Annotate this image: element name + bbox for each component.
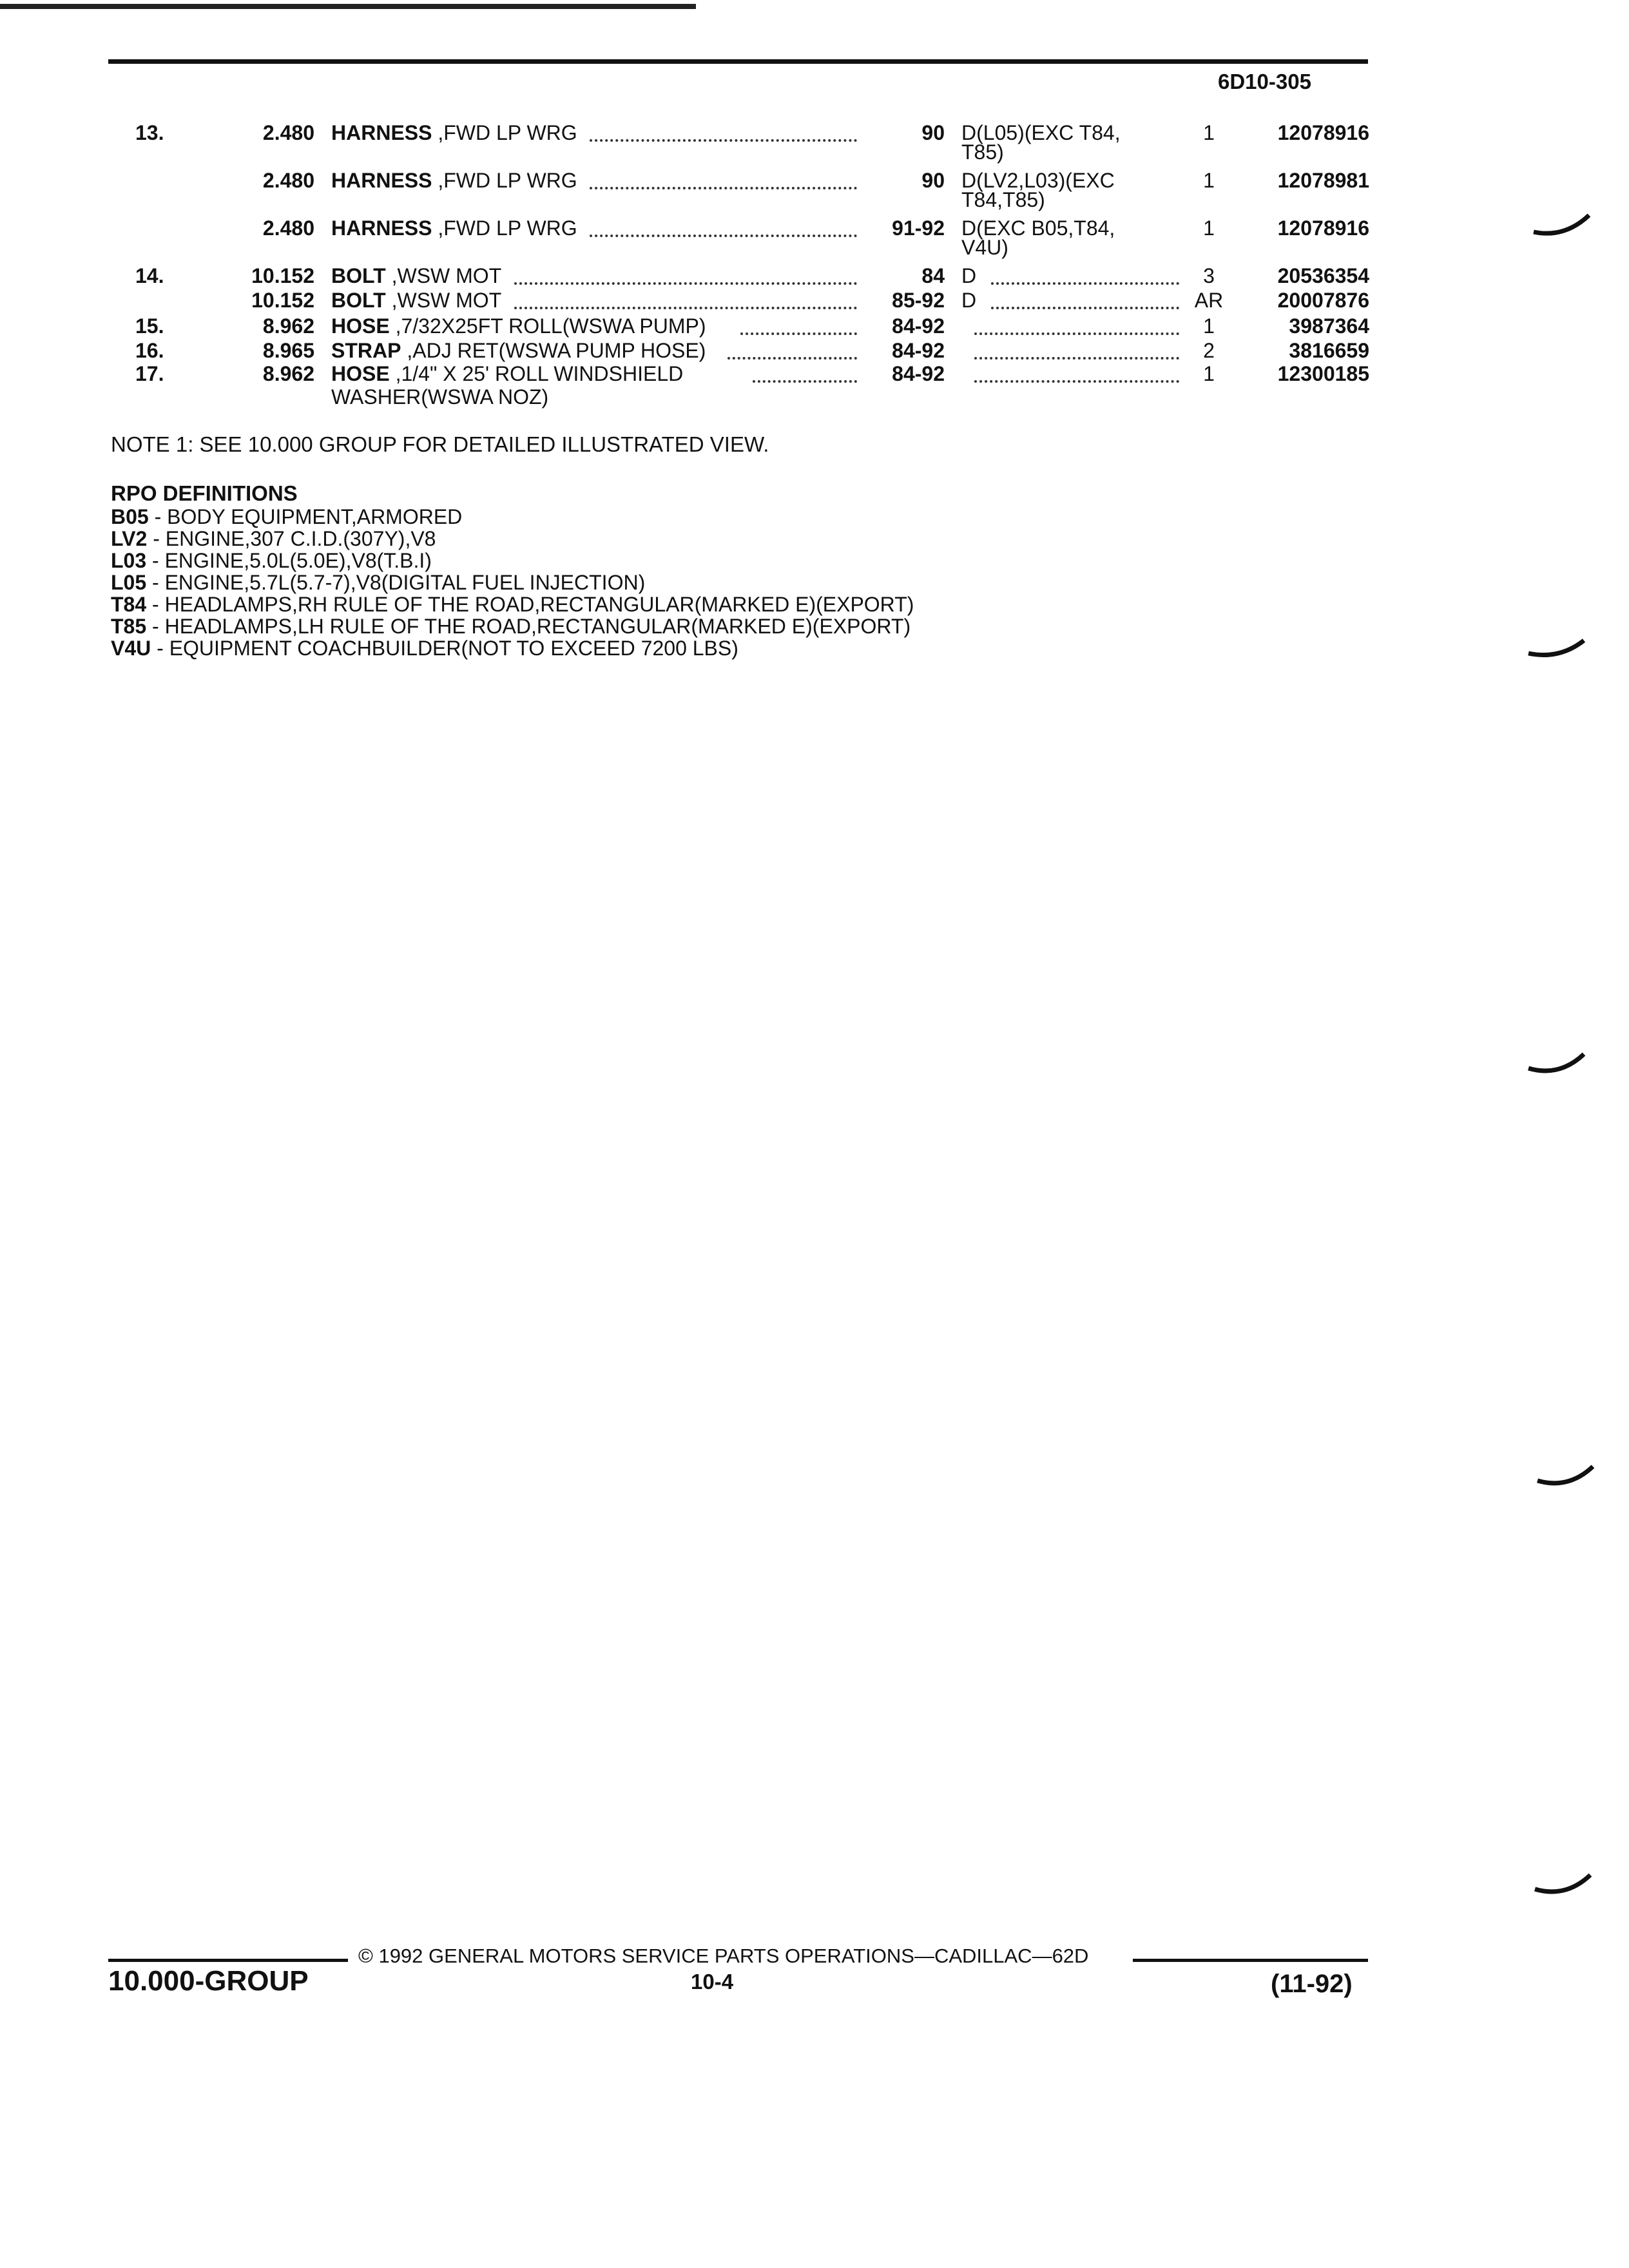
rpo-description: - HEADLAMPS,RH RULE OF THE ROAD,RECTANGULAR(MARKED E)(EXPORT) bbox=[146, 593, 914, 616]
part-number: 3987364 bbox=[1289, 314, 1369, 338]
series-usage: D(LV2,L03)(EXC bbox=[961, 169, 1115, 192]
part-detail: ,FWD LP WRG bbox=[432, 121, 577, 144]
model-years: 85-92 bbox=[892, 289, 945, 312]
model-years: 84 bbox=[921, 264, 945, 287]
series-usage-continued: V4U) bbox=[961, 236, 1008, 259]
footer-page-number: 10-4 bbox=[691, 1970, 734, 1994]
part-detail: ,7/32X25FT ROLL(WSWA PUMP) bbox=[389, 314, 706, 338]
footer-rule-right bbox=[1133, 1959, 1368, 1962]
part-detail: ,FWD LP WRG bbox=[432, 216, 577, 240]
part-number: 20007876 bbox=[1277, 289, 1369, 312]
rpo-code: V4U bbox=[111, 637, 151, 660]
part-detail: ,WSW MOT bbox=[385, 264, 502, 287]
quantity: 1 bbox=[1203, 216, 1215, 240]
part-name: HARNESS bbox=[331, 169, 432, 192]
rpo-description: - BODY EQUIPMENT,ARMORED bbox=[148, 505, 463, 528]
part-detail: ,WSW MOT bbox=[385, 289, 502, 312]
part-number: 3816659 bbox=[1289, 339, 1369, 362]
series-usage: D bbox=[961, 264, 977, 287]
model-years: 84-92 bbox=[892, 339, 945, 362]
model-years: 84-92 bbox=[892, 362, 945, 385]
group-number: 10.152 bbox=[251, 289, 314, 312]
series-usage-continued: T85) bbox=[961, 140, 1004, 164]
rpo-description: - ENGINE,5.0L(5.0E),V8(T.B.I) bbox=[146, 549, 432, 572]
dot-leader bbox=[590, 137, 858, 142]
dot-leader bbox=[514, 304, 858, 309]
rpo-definition bbox=[111, 528, 436, 550]
item-number: 13. bbox=[135, 121, 164, 144]
part-description bbox=[331, 339, 706, 362]
rpo-code: L03 bbox=[111, 549, 147, 572]
rpo-code: T85 bbox=[111, 615, 147, 638]
part-number: 12078916 bbox=[1277, 216, 1369, 240]
rpo-definition bbox=[111, 615, 911, 637]
part-name: HOSE bbox=[331, 362, 390, 385]
group-number: 8.962 bbox=[262, 314, 314, 338]
rpo-description: - HEADLAMPS,LH RULE OF THE ROAD,RECTANGULAR(MARKED E)(EXPORT) bbox=[146, 615, 911, 638]
binder-clip-mark bbox=[1527, 638, 1585, 664]
quantity: 3 bbox=[1203, 264, 1215, 287]
binder-clip-mark bbox=[1532, 213, 1590, 238]
dot-leader bbox=[590, 184, 858, 189]
rpo-definition bbox=[111, 593, 914, 615]
rpo-title: RPO DEFINITIONS bbox=[111, 481, 298, 505]
part-name: HOSE bbox=[331, 314, 390, 338]
series-usage: D bbox=[961, 289, 977, 312]
part-description bbox=[331, 216, 577, 240]
part-number: 20536354 bbox=[1277, 264, 1369, 287]
part-name: BOLT bbox=[331, 264, 386, 287]
group-number: 2.480 bbox=[262, 169, 314, 192]
rpo-description: - EQUIPMENT COACHBUILDER(NOT TO EXCEED 7200 LBS) bbox=[151, 637, 738, 660]
item-number: 14. bbox=[135, 264, 164, 287]
part-detail: ,FWD LP WRG bbox=[432, 169, 577, 192]
footer-date: (11-92) bbox=[1271, 1970, 1353, 1998]
group-number: 10.152 bbox=[251, 264, 314, 287]
group-number: 8.962 bbox=[262, 362, 314, 385]
rpo-description: - ENGINE,5.7L(5.7-7),V8(DIGITAL FUEL INJECTION) bbox=[146, 571, 646, 594]
binder-clip-mark bbox=[1527, 1052, 1585, 1077]
quantity: 1 bbox=[1203, 362, 1215, 385]
rpo-code: T84 bbox=[111, 593, 147, 616]
rpo-definition bbox=[111, 506, 462, 528]
part-name: BOLT bbox=[331, 289, 386, 312]
part-description bbox=[331, 264, 501, 287]
item-number: 16. bbox=[135, 339, 164, 362]
model-years: 90 bbox=[921, 169, 945, 192]
binder-clip-mark bbox=[1536, 1464, 1594, 1490]
rpo-description: - ENGINE,307 C.I.D.(307Y),V8 bbox=[147, 527, 436, 550]
part-name: HARNESS bbox=[331, 216, 432, 240]
footer-rule-left bbox=[108, 1959, 348, 1962]
dot-leader bbox=[974, 330, 1179, 335]
group-number: 2.480 bbox=[262, 121, 314, 144]
part-number: 12078916 bbox=[1277, 121, 1369, 144]
series-usage: D(L05)(EXC T84, bbox=[961, 121, 1121, 144]
group-number: 8.965 bbox=[262, 339, 314, 362]
part-description-continued: WASHER(WSWA NOZ) bbox=[331, 385, 549, 408]
header-rule bbox=[108, 59, 1368, 64]
part-detail: ,1/4" X 25' ROLL WINDSHIELD bbox=[389, 362, 684, 385]
series-usage: D(EXC B05,T84, bbox=[961, 216, 1115, 240]
page-ref: 6D10-305 bbox=[1218, 70, 1311, 93]
binder-clip-mark bbox=[1534, 1872, 1592, 1898]
rpo-code: B05 bbox=[111, 505, 149, 528]
dot-leader bbox=[991, 304, 1179, 309]
quantity: AR bbox=[1194, 289, 1224, 312]
part-detail: ,ADJ RET(WSWA PUMP HOSE) bbox=[401, 339, 706, 362]
rpo-definition bbox=[111, 572, 645, 593]
model-years: 84-92 bbox=[892, 314, 945, 338]
dot-leader bbox=[590, 232, 858, 237]
rpo-code: LV2 bbox=[111, 527, 148, 550]
part-description bbox=[331, 121, 577, 144]
item-number: 15. bbox=[135, 314, 164, 338]
part-name: STRAP bbox=[331, 339, 401, 362]
dot-leader bbox=[974, 354, 1179, 360]
part-number: 12078981 bbox=[1277, 169, 1369, 192]
part-description bbox=[331, 314, 706, 338]
part-description bbox=[331, 289, 501, 312]
quantity: 1 bbox=[1203, 121, 1215, 144]
quantity: 2 bbox=[1203, 339, 1215, 362]
rpo-code: L05 bbox=[111, 571, 147, 594]
model-years: 91-92 bbox=[892, 216, 945, 240]
group-number: 2.480 bbox=[262, 216, 314, 240]
rpo-definition bbox=[111, 637, 738, 659]
part-description bbox=[331, 169, 577, 192]
item-number: 17. bbox=[135, 362, 164, 385]
note-text: NOTE 1: SEE 10.000 GROUP FOR DETAILED ILLUSTRATED VIEW. bbox=[111, 432, 769, 456]
part-number: 12300185 bbox=[1277, 362, 1369, 385]
dot-leader bbox=[991, 280, 1179, 285]
dot-leader bbox=[514, 280, 858, 285]
rpo-definition bbox=[111, 550, 432, 572]
part-description bbox=[331, 362, 683, 385]
quantity: 1 bbox=[1203, 169, 1215, 192]
model-years: 90 bbox=[921, 121, 945, 144]
quantity: 1 bbox=[1203, 314, 1215, 338]
scan-top-edge bbox=[0, 4, 696, 9]
dot-leader bbox=[974, 378, 1179, 383]
footer-group: 10.000-GROUP bbox=[108, 1965, 309, 1997]
footer-copyright: © 1992 GENERAL MOTORS SERVICE PARTS OPERATIONS—CADILLAC—62D bbox=[358, 1945, 1089, 1967]
series-usage-continued: T84,T85) bbox=[961, 188, 1045, 211]
part-name: HARNESS bbox=[331, 121, 432, 144]
